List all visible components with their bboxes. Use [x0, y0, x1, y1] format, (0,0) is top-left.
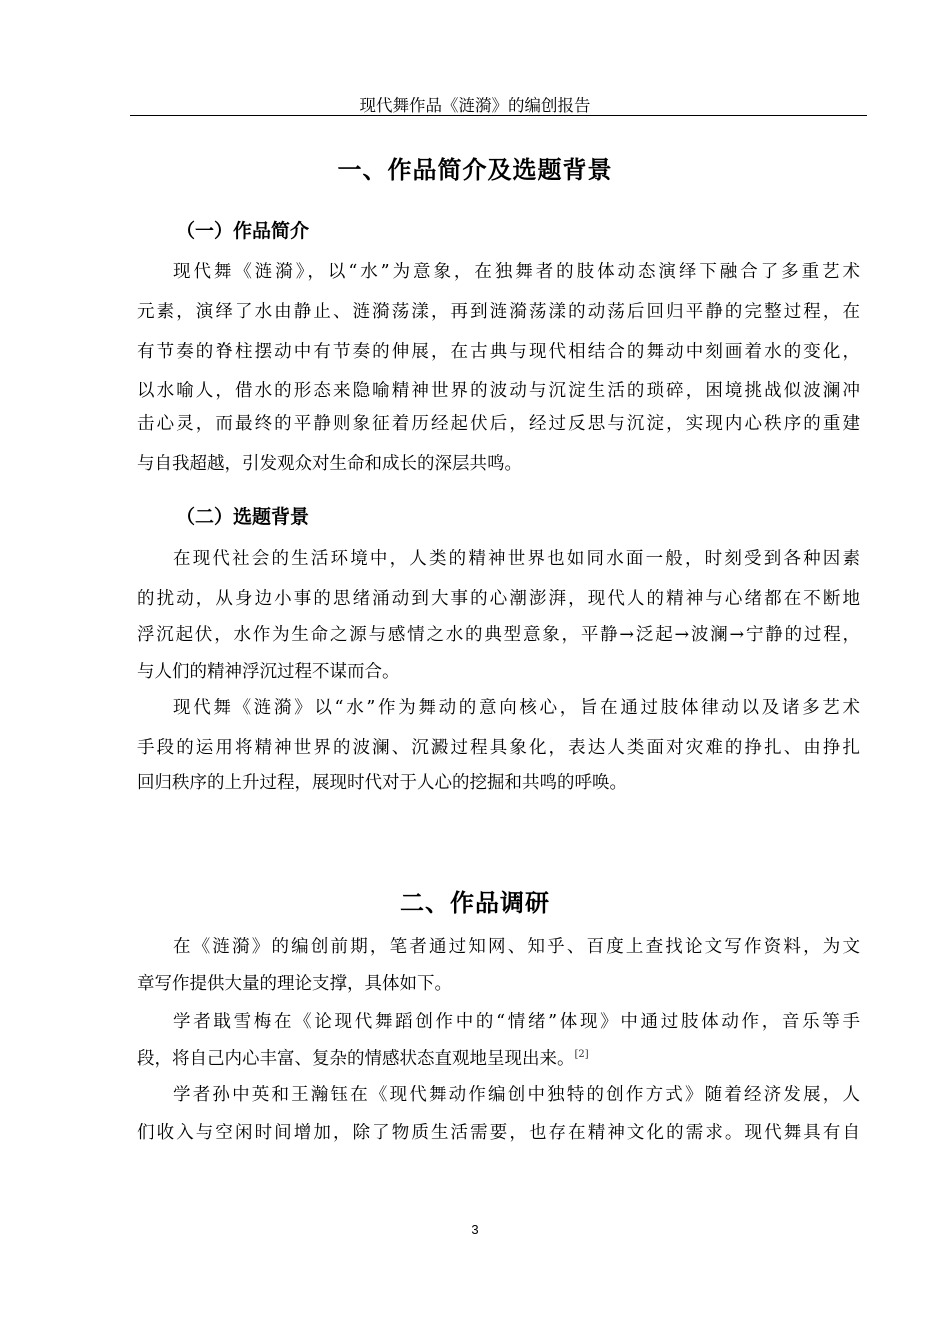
paragraph-line: 与人们的精神浮沉过程不谋而合。 — [137, 662, 400, 682]
paragraph-line — [137, 1050, 860, 1068]
running-header: 现代舞作品《涟漪》的编创报告 — [359, 96, 591, 115]
paragraph-line: 学者孙中英和王瀚钰在《现代舞动作编创中独特的创作方式》随着经济发展，人 — [173, 1085, 860, 1105]
paragraph-line: 现代舞《涟漪》以“水”作为舞动的意向核心，旨在通过肢体律动以及诸多艺术 — [173, 698, 860, 718]
paragraph-line: 浮沉起伏，水作为生命之源与感情之水的典型意象，平静→泛起→波澜→宁静的过程， — [137, 625, 860, 645]
paragraph-line: 与自我超越，引发观众对生命和成长的深层共鸣。 — [137, 454, 522, 474]
paragraph-line: 们收入与空闲时间增加，除了物质生活需要，也存在精神文化的需求。现代舞具有自 — [137, 1123, 860, 1143]
paragraph-line: 手段的运用将精神世界的波澜、沉澱过程具象化，表达人类面对灾难的挣扎、由挣扎 — [137, 738, 860, 758]
paragraph-line: 击心灵，而最终的平静则象征着历经起伏后，经过反思与沉淀，实现内心秩序的重建 — [137, 414, 860, 434]
paragraph-line: 在现代社会的生活环境中，人类的精神世界也如同水面一般，时刻受到各种因素 — [173, 549, 860, 569]
subsection-heading-2: （二）选题背景 — [176, 506, 310, 528]
paragraph-line: 有节奏的脊柱摆动中有节奏的伸展，在古典与现代相结合的舞动中刻画着水的变化， — [137, 342, 860, 362]
page-number: 3 — [471, 1222, 479, 1237]
header-rule — [130, 115, 867, 116]
paragraph-line: 章写作提供大量的理论支撑，具体如下。 — [137, 974, 452, 994]
section-heading-2: 二、作品调研 — [400, 889, 550, 917]
paragraph-line: 现代舞《涟漪》，以“水”为意象，在独舞者的肢体动态演绎下融合了多重艺术 — [173, 262, 860, 282]
paragraph-line: 的扰动，从身边小事的思绪涌动到大事的心潮澎湃，现代人的精神与心绪都在不断地 — [137, 589, 860, 609]
subsection-heading-1: （一）作品简介 — [176, 220, 310, 242]
paragraph-line: 在《涟漪》的编创前期，笔者通过知网、知乎、百度上查找论文写作资料，为文 — [173, 937, 860, 957]
paragraph-text: 段，将自己内心丰富、复杂的情感状态直观地呈现出来。 — [137, 1048, 575, 1069]
paragraph-line: 元素，演绎了水由静止、涟漪荡漾，再到涟漪荡漾的动荡后回归平静的完整过程，在 — [137, 302, 860, 322]
section-heading-1: 一、作品简介及选题背景 — [337, 156, 613, 184]
paragraph-line: 回归秩序的上升过程，展现时代对于人心的挖掘和共鸣的呼唤。 — [137, 773, 627, 793]
paragraph-line: 学者戢雪梅在《论现代舞蹈创作中的“情绪”体现》中通过肢体动作，音乐等手 — [173, 1012, 860, 1032]
paragraph-line: 以水喻人，借水的形态来隐喻精神世界的波动与沉淀生活的琐碎，困境挑战似波澜冲 — [137, 381, 860, 401]
citation-marker: [2] — [574, 1049, 589, 1060]
